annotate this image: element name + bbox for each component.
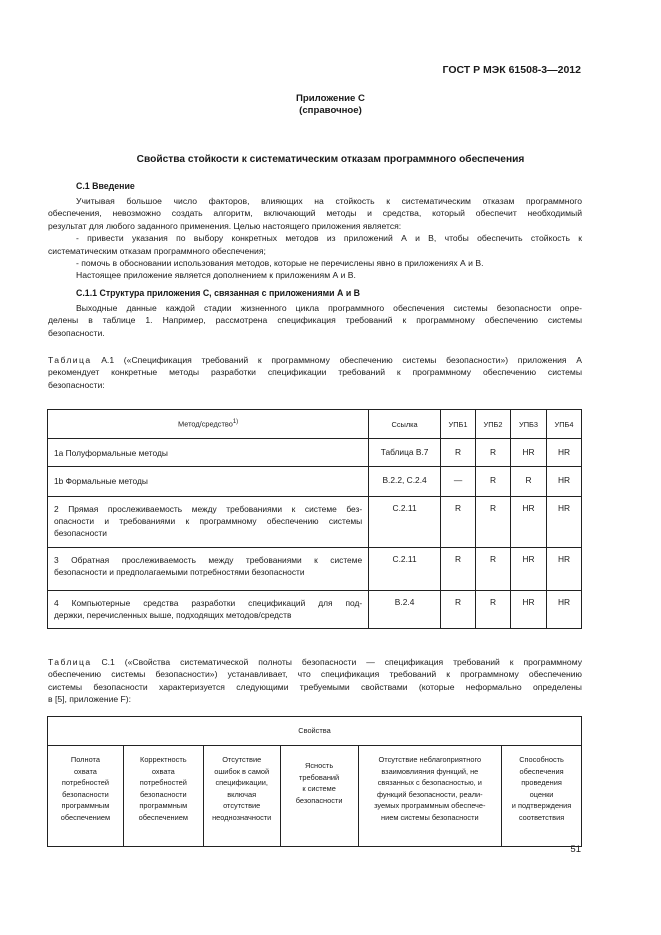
table-c1-intro	[48, 656, 582, 706]
table-row	[48, 439, 582, 467]
text-line: Выходные данные каждой стадии жизненного цикла программного обеспечения системы безопасности опре-	[76, 303, 582, 313]
upb-cell: HR	[546, 497, 581, 548]
text-line: систематическим отказам программного обеспечения;	[48, 245, 266, 256]
upb-cell: HR	[546, 439, 581, 467]
upb-cell: R	[441, 439, 476, 467]
page-number: 51	[570, 844, 581, 855]
section-c1-paragraph	[48, 195, 582, 282]
appendix-title: Свойства стойкости к систематическим отказам программного обеспечения	[136, 154, 525, 165]
upb-cell: R	[441, 548, 476, 591]
text-line: безопасности.	[48, 327, 105, 338]
property-completeness: Полнота охвата потребностей безопасности программным обеспечением	[48, 746, 124, 847]
property-clarity: Ясность требований к системе безопасности	[280, 746, 358, 847]
upb-cell: HR	[511, 497, 547, 548]
table-a1-intro	[48, 354, 582, 391]
table-c1	[47, 716, 582, 847]
text-line: рекомендует конкретные методы разработки спецификации требований к программному обеспечению системы	[48, 367, 582, 378]
header-upb3: УПБ3	[511, 410, 547, 439]
upb-cell: HR	[511, 439, 547, 467]
ref-cell: С.2.11	[369, 548, 441, 591]
text-line: - помочь в обосновании использования методов, которые не перечислены явно в приложениях А и В.	[76, 258, 484, 269]
text-line: обеспечению системы безопасности») устанавливает, что спецификация требований к программному обеспечению	[48, 669, 582, 680]
upb-cell: R	[441, 591, 476, 629]
upb-cell: HR	[546, 591, 581, 629]
property-verifiability: Способность обеспечения проведения оценки и подтверждения соответствия	[502, 746, 582, 847]
property-freedom-from-errors: Отсутствие ошибок в самой спецификации, включая отсутствие неоднозначности	[203, 746, 280, 847]
table-caption-row	[48, 717, 582, 746]
table-row	[48, 591, 582, 629]
method-cell: 4 Компьютерные средства разработки спецификаций для под- держки, перечисленных выше, подходящих методов/средств	[48, 591, 369, 629]
property-non-interference: Отсутствие неблагоприятного взаимовлияния функций, не связанных с безопасностью, и функций безопасности, реали- зуемых программным обеспече- нием системы безопасности	[358, 746, 502, 847]
properties-caption: Свойства	[48, 717, 582, 746]
text-line: обеспечения, невозможно создать алгоритм, включающий методы и средства, который обеспечит необходимый	[48, 208, 582, 219]
upb-cell: HR	[546, 548, 581, 591]
table-row	[48, 746, 582, 847]
ref-cell: С.2.11	[369, 497, 441, 548]
table-row	[48, 497, 582, 548]
method-cell: 2 Прямая прослеживаемость между требованиями к системе без- опасности и требованиями к программному обеспечению системы безопасности	[48, 497, 369, 548]
text-line: Настоящее приложение является дополнением к приложениям А и В.	[76, 270, 356, 281]
text-line: Таблица С.1 («Свойства систематической полноты безопасности — спецификация требований к программному	[48, 657, 582, 667]
text-line: результат для любого заданного применения. Целью настоящего приложения является:	[48, 220, 402, 231]
header-upb1: УПБ1	[441, 410, 476, 439]
header-method: Метод/средство$^{1)}$	[48, 410, 369, 439]
ref-cell: В.2.4	[369, 591, 441, 629]
section-c11-heading: С.1.1 Структура приложения С, связанная с приложениями А и В	[76, 288, 361, 298]
upb-cell: R	[476, 497, 511, 548]
table-header-row	[48, 410, 582, 439]
upb-cell: HR	[546, 467, 581, 497]
method-cell: 1a Полуформальные методы	[48, 439, 369, 467]
upb-cell: —	[441, 467, 476, 497]
appendix-name: Приложение С	[296, 93, 365, 104]
header-upb2: УПБ2	[476, 410, 511, 439]
standard-header: ГОСТ Р МЭК 61508-3—2012	[442, 64, 581, 76]
text-line: системы безопасности характеризуется следующими требуемыми свойствами (которые неформально определены	[48, 681, 582, 692]
text-line: делены в таблице 1. Например, рассмотрена спецификация требований к программному обеспечению системы	[48, 315, 582, 326]
text-line: Учитывая большое число факторов, влияющих на стойкость к систематическим отказам программного	[76, 196, 582, 206]
section-c11-paragraph	[48, 302, 582, 339]
text-line: Таблица А.1 («Спецификация требований к программному обеспечению системы безопасности») приложения А	[48, 355, 582, 365]
text-line: в [5], приложение F):	[48, 694, 132, 705]
ref-cell: Таблица В.7	[369, 439, 441, 467]
header-ref: Ссылка	[369, 410, 441, 439]
upb-cell: HR	[511, 548, 547, 591]
upb-cell: R	[476, 591, 511, 629]
table-row	[48, 548, 582, 591]
text-line: безопасности:	[48, 379, 105, 390]
upb-cell: R	[511, 467, 547, 497]
appendix-status: (справочное)	[299, 105, 362, 116]
upb-cell: R	[476, 548, 511, 591]
upb-cell: R	[476, 467, 511, 497]
upb-cell: HR	[511, 591, 547, 629]
method-cell: 1b Формальные методы	[48, 467, 369, 497]
upb-cell: R	[476, 439, 511, 467]
property-correctness: Корректность охвата потребностей безопасности программным обеспечением	[123, 746, 203, 847]
section-c1-heading: С.1 Введение	[76, 181, 135, 191]
table-a1	[47, 409, 582, 629]
table-row	[48, 467, 582, 497]
text-line: - привести указания по выбору конкретных методов из приложений А и В, чтобы обеспечить стойкость к	[76, 233, 582, 244]
header-upb4: УПБ4	[546, 410, 581, 439]
method-cell: 3 Обратная прослеживаемость между требованиями к системе безопасности и предполагаемыми потребностями безопасности	[48, 548, 369, 591]
ref-cell: В.2.2, С.2.4	[369, 467, 441, 497]
upb-cell: R	[441, 497, 476, 548]
